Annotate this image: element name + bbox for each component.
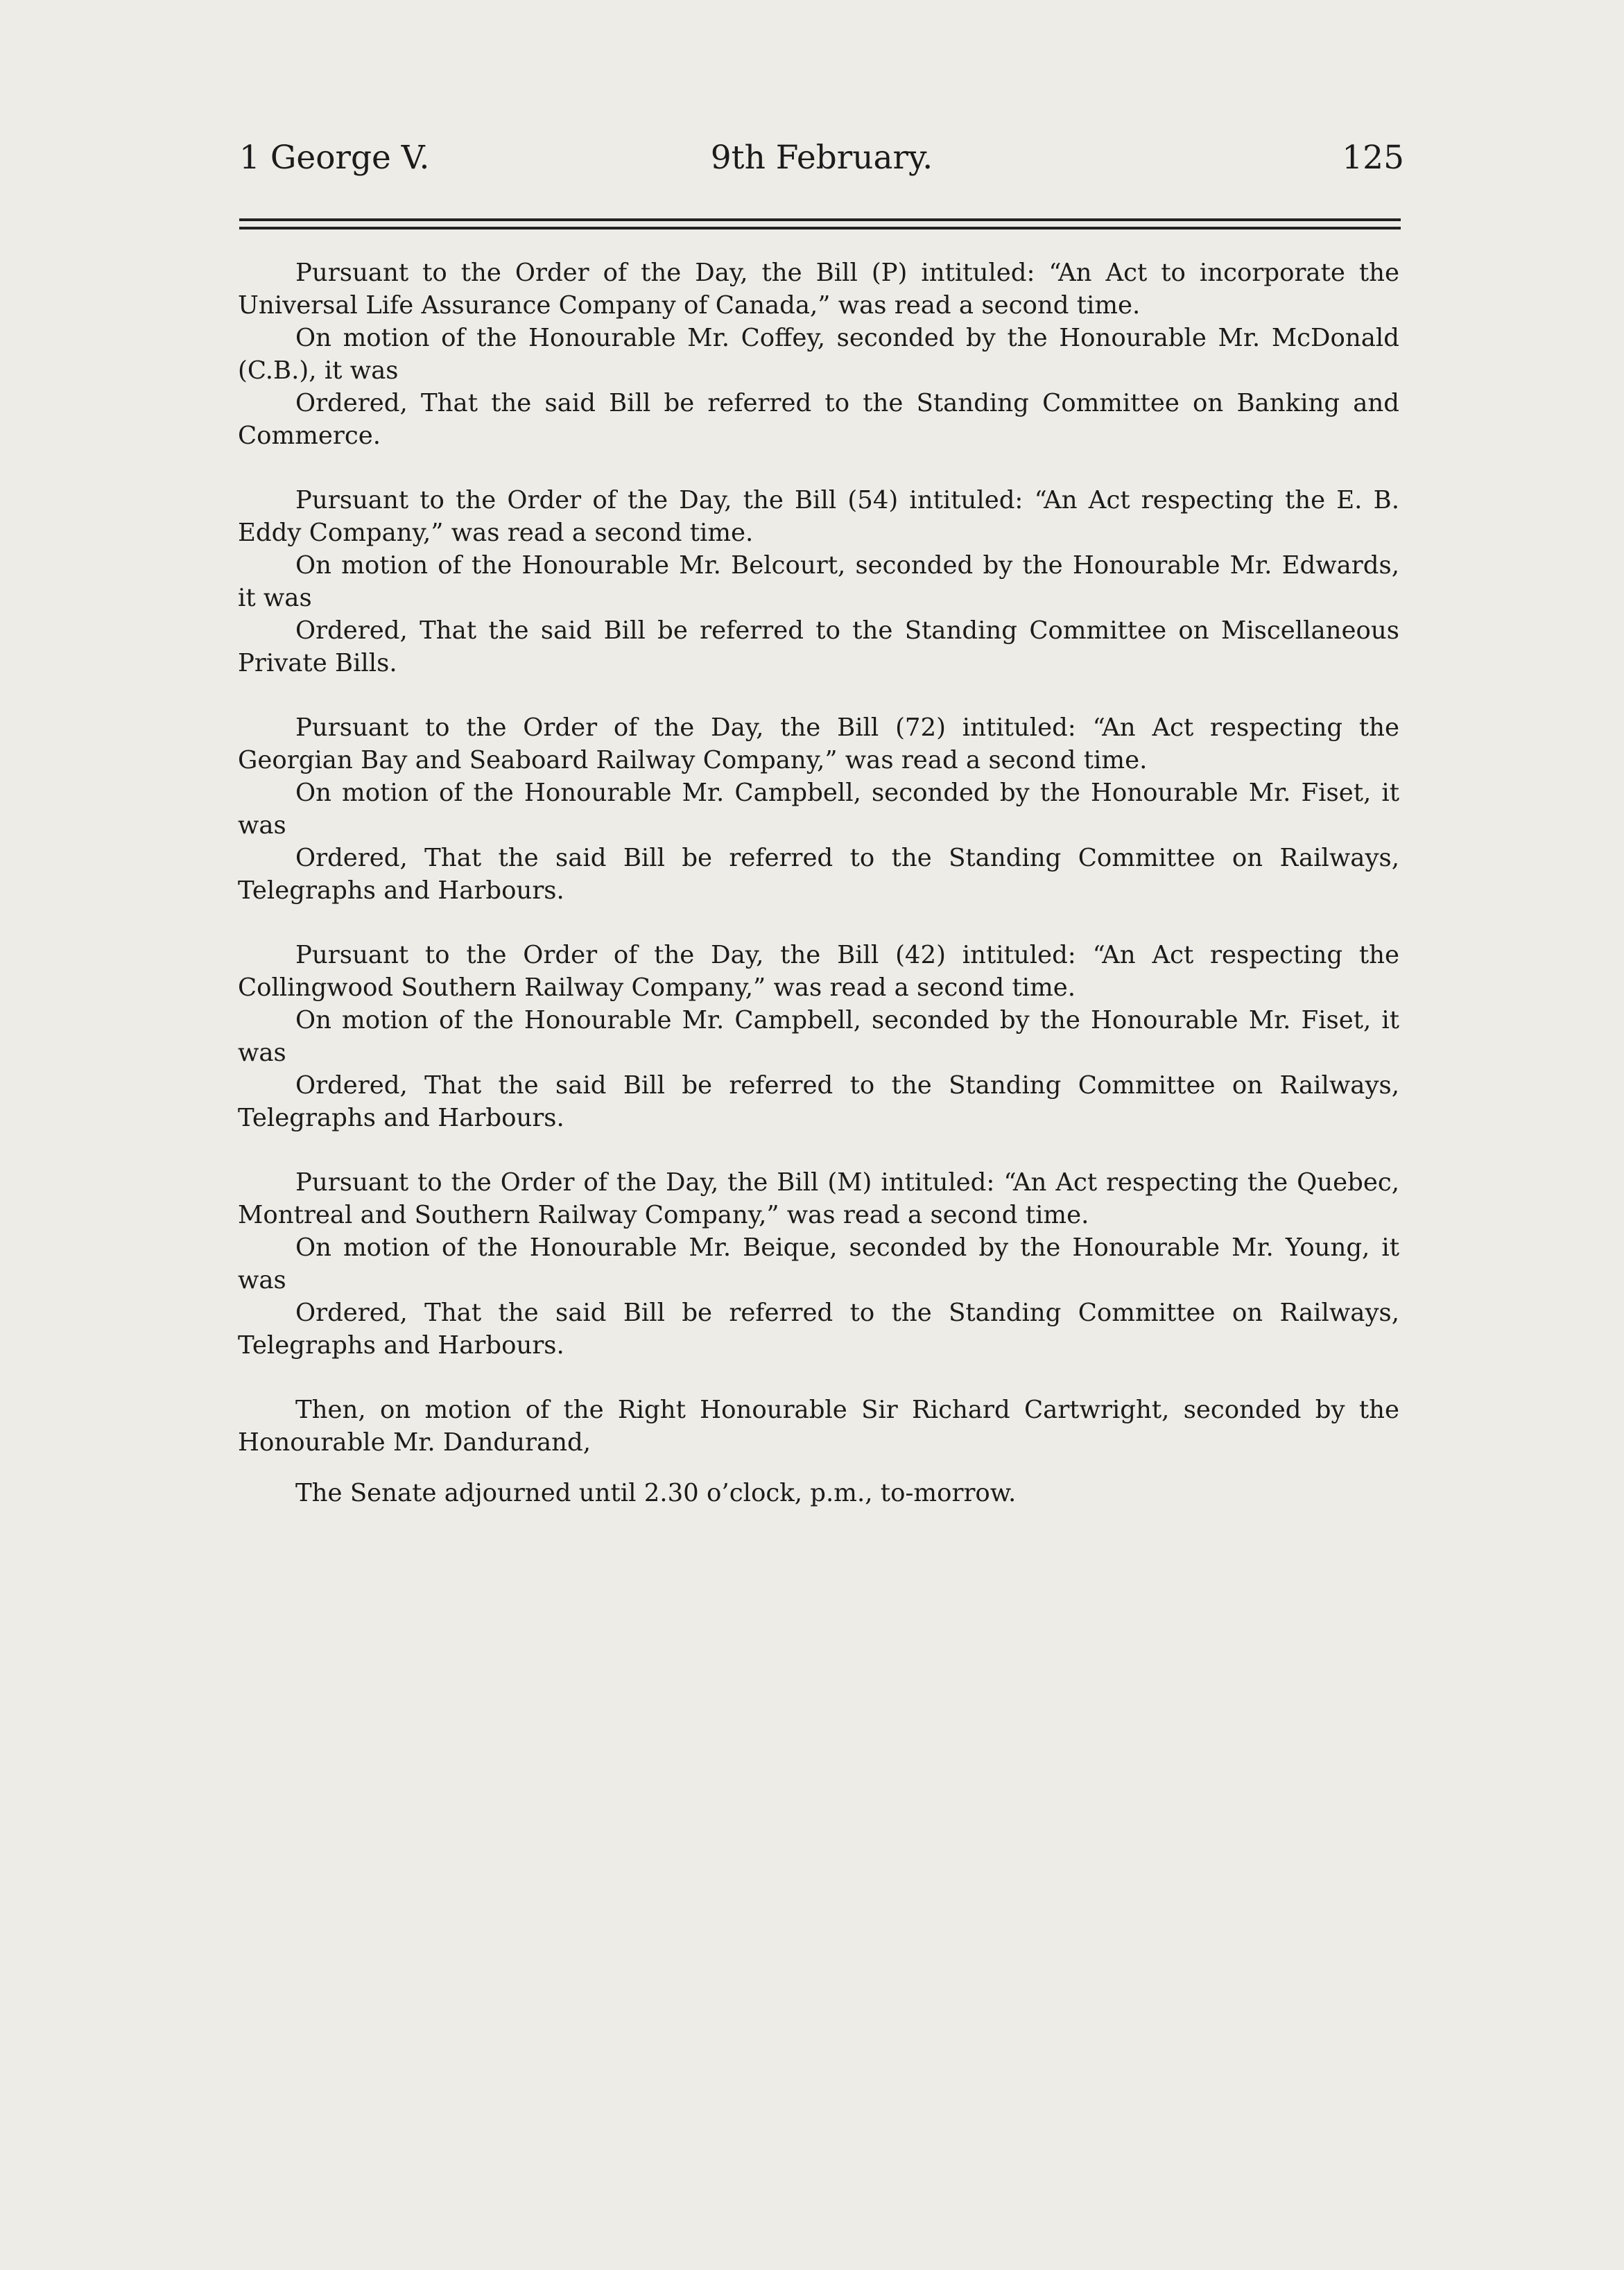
entry-line: Ordered, That the said Bill be referred to the Standing Committee on Railways, Telegraphs and Harbours. xyxy=(238,1071,1399,1132)
entry-line: On motion of the Honourable Mr. Beique, seconded by the Honourable Mr. Young, it was xyxy=(238,1233,1399,1294)
entry-bill-72 xyxy=(238,711,1399,907)
entry-bill-42 xyxy=(238,939,1399,1134)
entry-line: Ordered, That the said Bill be referred to the Standing Committee on Railways, Telegraphs and Harbours. xyxy=(238,1299,1399,1360)
entry-line: On motion of the Honourable Mr. Campbell, seconded by the Honourable Mr. Fiset, it was xyxy=(238,1006,1399,1067)
header-regnal-year: 1 George V. xyxy=(239,139,430,177)
page-header xyxy=(239,139,1404,187)
entry-line: Ordered, That the said Bill be referred to the Standing Committee on Banking and Commerce. xyxy=(238,389,1399,450)
entry-line: On motion of the Honourable Mr. Campbell, seconded by the Honourable Mr. Fiset, it was xyxy=(238,779,1399,840)
entry-adjournment xyxy=(238,1477,1399,1509)
entry-bill-p xyxy=(238,257,1399,452)
entry-line: Ordered, That the said Bill be referred to the Standing Committee on Miscellaneous Private Bills. xyxy=(238,616,1399,677)
entry-bill-54 xyxy=(238,484,1399,679)
entry-line: Pursuant to the Order of the Day, the Bill (72) intituled: “An Act respecting the Georgian Bay and Seaboard Railway Company,” was read a second time. xyxy=(238,713,1399,774)
entry-line: On motion of the Honourable Mr. Coffey, seconded by the Honourable Mr. McDonald (C.B.), it was xyxy=(238,324,1399,385)
entry-line: On motion of the Honourable Mr. Belcourt, seconded by the Honourable Mr. Edwards, it was xyxy=(238,551,1399,612)
entry-line: Ordered, That the said Bill be referred to the Standing Committee on Railways, Telegraphs and Harbours. xyxy=(238,844,1399,905)
entry-line: Then, on motion of the Right Honourable Sir Richard Cartwright, seconded by the Honourable Mr. Dandurand, xyxy=(238,1396,1399,1457)
entry-line: Pursuant to the Order of the Day, the Bill (54) intituled: “An Act respecting the E. B. Eddy Company,” was read a second time. xyxy=(238,486,1399,547)
entry-line: Pursuant to the Order of the Day, the Bill (P) intituled: “An Act to incorporate the Universal Life Assurance Company of Canada,” was read a second time. xyxy=(238,259,1399,320)
entry-line: The Senate adjourned until 2.30 o’clock, p.m., to-morrow. xyxy=(295,1479,1017,1507)
page-number: 125 xyxy=(1342,139,1404,177)
entry-adjournment-motion xyxy=(238,1394,1399,1459)
entry-line: Pursuant to the Order of the Day, the Bill (M) intituled: “An Act respecting the Quebec, Montreal and Southern Railway Company,” was read a second time. xyxy=(238,1168,1399,1229)
header-rule-top xyxy=(239,218,1401,221)
entry-line: Pursuant to the Order of the Day, the Bill (42) intituled: “An Act respecting the Collingwood Southern Railway Company,” was read a second time. xyxy=(238,941,1399,1002)
entry-bill-m xyxy=(238,1166,1399,1362)
header-date: 9th February. xyxy=(710,139,933,177)
journal-body xyxy=(238,257,1399,1541)
header-rule-bottom xyxy=(239,227,1401,229)
